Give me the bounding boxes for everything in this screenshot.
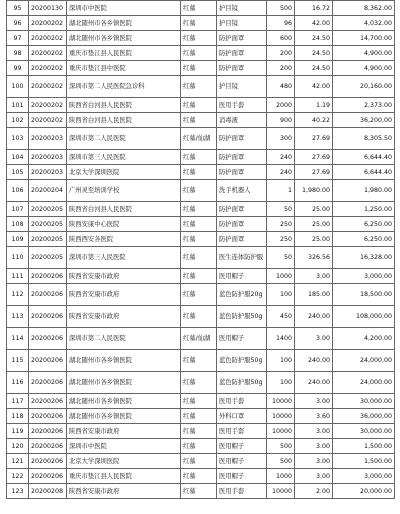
table-row xyxy=(7,284,395,306)
row-amount: 108,000.00 xyxy=(333,306,395,328)
row-donor: 红慕 xyxy=(181,165,217,180)
row-donor: 红慕 xyxy=(181,284,217,306)
row-item: 防护面罩 xyxy=(217,165,267,180)
row-item: 防护面罩 xyxy=(217,31,267,46)
row-recipient: 湖北随州市各乡镇医院 xyxy=(67,350,181,372)
row-recipient: 湖北随州市各乡镇医院 xyxy=(67,372,181,394)
row-donor: 红慕 xyxy=(181,1,217,16)
row-number: 120 xyxy=(7,439,29,454)
row-item: 防护面罩 xyxy=(217,217,267,232)
row-amount: 3,000.00 xyxy=(333,269,395,284)
row-amount: 24,000.00 xyxy=(333,372,395,394)
row-recipient: 陕西省白河县人民医院 xyxy=(67,98,181,113)
row-number: 115 xyxy=(7,350,29,372)
row-unit-price: 24.50 xyxy=(295,46,333,61)
row-unit-price: 3.60 xyxy=(295,409,333,424)
row-date: 20200202 xyxy=(29,61,67,76)
row-item: 医生连体防护服 xyxy=(217,247,267,269)
row-number: 104 xyxy=(7,150,29,165)
row-donor: 红慕 xyxy=(181,306,217,328)
row-recipient: 陕西省白河县人民医院 xyxy=(67,113,181,128)
row-date: 20200203 xyxy=(29,165,67,180)
row-amount: 1,500.00 xyxy=(333,439,395,454)
row-recipient: 深圳市第二人民医院 xyxy=(67,328,181,350)
row-quantity: 450 xyxy=(267,306,295,328)
row-quantity: 10000 xyxy=(267,394,295,409)
row-amount: 3,000.00 xyxy=(333,469,395,484)
row-quantity: 1 xyxy=(267,180,295,202)
row-quantity: 600 xyxy=(267,31,295,46)
table-row xyxy=(7,150,395,165)
row-number: 116 xyxy=(7,372,29,394)
row-item: 医用帽子 xyxy=(217,439,267,454)
row-amount: 4,900.00 xyxy=(333,61,395,76)
row-date: 20200205 xyxy=(29,217,67,232)
row-number: 108 xyxy=(7,217,29,232)
table-row xyxy=(7,484,395,499)
row-recipient: 深圳市第三人民医院 xyxy=(67,150,181,165)
table-row xyxy=(7,31,395,46)
row-donor: 红慕 xyxy=(181,98,217,113)
row-unit-price: 42.00 xyxy=(295,16,333,31)
row-date: 20200202 xyxy=(29,46,67,61)
row-recipient: 湖北随州市各乡镇医院 xyxy=(67,31,181,46)
row-quantity: 240 xyxy=(267,165,295,180)
row-donor: 红慕 xyxy=(181,76,217,98)
row-item: 防护面罩 xyxy=(217,232,267,247)
row-date: 20200202 xyxy=(29,98,67,113)
row-unit-price: 1.19 xyxy=(295,98,333,113)
row-date: 20200203 xyxy=(29,150,67,165)
row-recipient: 陕西省安康市政府 xyxy=(67,306,181,328)
row-unit-price: 185.00 xyxy=(295,284,333,306)
row-unit-price: 27.69 xyxy=(295,150,333,165)
row-quantity: 480 xyxy=(267,76,295,98)
row-donor: 红慕 xyxy=(181,113,217,128)
row-date: 20200206 xyxy=(29,269,67,284)
row-amount: 30,000.00 xyxy=(333,394,395,409)
row-quantity: 100 xyxy=(267,350,295,372)
row-unit-price: 42.00 xyxy=(295,76,333,98)
row-donor: 红慕 xyxy=(181,46,217,61)
row-amount: 2,373.00 xyxy=(333,98,395,113)
row-item: 医用手套 xyxy=(217,98,267,113)
row-quantity: 500 xyxy=(267,439,295,454)
row-donor: 红慕 xyxy=(181,372,217,394)
table-row xyxy=(7,16,395,31)
row-unit-price: 1,980.00 xyxy=(295,180,333,202)
row-number: 99 xyxy=(7,61,29,76)
row-date: 20200206 xyxy=(29,306,67,328)
row-quantity: 500 xyxy=(267,1,295,16)
row-unit-price: 240.00 xyxy=(295,350,333,372)
row-item: 防护面罩 xyxy=(217,150,267,165)
row-recipient: 陕西省安康市政府 xyxy=(67,269,181,284)
table-row xyxy=(7,269,395,284)
table-row xyxy=(7,46,395,61)
table-row xyxy=(7,409,395,424)
donation-ledger xyxy=(6,0,394,499)
row-item: 护目镜 xyxy=(217,1,267,16)
row-unit-price: 27.69 xyxy=(295,165,333,180)
row-recipient: 深圳市第二人民医院 xyxy=(67,128,181,150)
row-amount: 24,000.00 xyxy=(333,350,395,372)
row-amount: 1,250.00 xyxy=(333,202,395,217)
row-recipient: 陕西省白河县人民医院 xyxy=(67,202,181,217)
row-recipient: 广州灵至培训学校 xyxy=(67,180,181,202)
row-amount: 1,980.00 xyxy=(333,180,395,202)
row-item: 护目镜 xyxy=(217,16,267,31)
row-date: 20200202 xyxy=(29,16,67,31)
table-row xyxy=(7,372,395,394)
row-recipient: 北京大学深圳医院 xyxy=(67,165,181,180)
row-donor: 红慕 xyxy=(181,247,217,269)
row-number: 113 xyxy=(7,306,29,328)
row-unit-price: 16.72 xyxy=(295,1,333,16)
table-row xyxy=(7,128,395,150)
row-recipient: 陕西省安康市政府 xyxy=(67,484,181,499)
table-row xyxy=(7,76,395,98)
row-donor: 红慕 xyxy=(181,269,217,284)
row-amount: 14,700.00 xyxy=(333,31,395,46)
row-item: 医用帽子 xyxy=(217,328,267,350)
row-quantity: 100 xyxy=(267,284,295,306)
row-date: 20200202 xyxy=(29,31,67,46)
row-unit-price: 326.56 xyxy=(295,247,333,269)
row-recipient: 重庆市垫江县人民医院 xyxy=(67,469,181,484)
row-donor: 红慕 xyxy=(181,439,217,454)
row-unit-price: 3.00 xyxy=(295,469,333,484)
row-quantity: 200 xyxy=(267,46,295,61)
row-number: 107 xyxy=(7,202,29,217)
row-recipient: 深圳市中医院 xyxy=(67,439,181,454)
row-amount: 6,644.40 xyxy=(333,150,395,165)
row-item: 医用帽子 xyxy=(217,269,267,284)
row-item: 护目镜 xyxy=(217,76,267,98)
table-row xyxy=(7,217,395,232)
row-unit-price: 24.50 xyxy=(295,61,333,76)
row-date: 20200206 xyxy=(29,284,67,306)
table-row xyxy=(7,439,395,454)
row-donor: 红慕 xyxy=(181,469,217,484)
row-amount: 4,032.00 xyxy=(333,16,395,31)
row-date: 20200205 xyxy=(29,232,67,247)
row-donor: 红慕/仙湖 xyxy=(181,128,217,150)
row-item: 消毒液 xyxy=(217,113,267,128)
row-number: 106 xyxy=(7,180,29,202)
row-amount: 6,250.00 xyxy=(333,217,395,232)
row-donor: 红慕 xyxy=(181,217,217,232)
row-date: 20200204 xyxy=(29,180,67,202)
row-unit-price: 25.00 xyxy=(295,202,333,217)
row-number: 97 xyxy=(7,31,29,46)
row-quantity: 500 xyxy=(267,454,295,469)
row-unit-price: 3.00 xyxy=(295,454,333,469)
row-item: 蓝色防护服50g xyxy=(217,350,267,372)
row-number: 111 xyxy=(7,269,29,284)
row-quantity: 1400 xyxy=(267,328,295,350)
row-item: 医用手套 xyxy=(217,424,267,439)
row-item: 蓝色防护服50g xyxy=(217,372,267,394)
row-amount: 16,328.00 xyxy=(333,247,395,269)
row-amount: 20,160.00 xyxy=(333,76,395,98)
row-donor: 红慕 xyxy=(181,232,217,247)
row-item: 医用手套 xyxy=(217,394,267,409)
row-unit-price: 3.00 xyxy=(295,269,333,284)
row-quantity: 50 xyxy=(267,247,295,269)
row-date: 20200130 xyxy=(29,1,67,16)
row-donor: 红慕 xyxy=(181,350,217,372)
row-unit-price: 25.00 xyxy=(295,232,333,247)
row-number: 100 xyxy=(7,76,29,98)
row-number: 96 xyxy=(7,16,29,31)
row-number: 98 xyxy=(7,46,29,61)
row-item: 蓝色防护服50g xyxy=(217,306,267,328)
table-row xyxy=(7,394,395,409)
row-recipient: 重庆市垫江县中医院 xyxy=(67,61,181,76)
row-item: 蓝色防护服20g xyxy=(217,284,267,306)
row-donor: 红慕 xyxy=(181,454,217,469)
row-date: 20200206 xyxy=(29,454,67,469)
table-row xyxy=(7,113,395,128)
row-quantity: 2000 xyxy=(267,98,295,113)
row-quantity: 10000 xyxy=(267,424,295,439)
table-row xyxy=(7,424,395,439)
donation-table xyxy=(6,0,395,499)
row-number: 122 xyxy=(7,469,29,484)
row-unit-price: 24.50 xyxy=(295,31,333,46)
table-row xyxy=(7,328,395,350)
row-donor: 红慕 xyxy=(181,424,217,439)
table-row xyxy=(7,350,395,372)
table-row xyxy=(7,165,395,180)
row-quantity: 300 xyxy=(267,128,295,150)
row-amount: 18,500.00 xyxy=(333,284,395,306)
row-date: 20200205 xyxy=(29,247,67,269)
row-unit-price: 40.22 xyxy=(295,113,333,128)
row-number: 103 xyxy=(7,128,29,150)
row-number: 117 xyxy=(7,394,29,409)
table-row xyxy=(7,232,395,247)
row-number: 109 xyxy=(7,232,29,247)
row-quantity: 100 xyxy=(267,372,295,394)
table-row xyxy=(7,247,395,269)
row-amount: 8,362.00 xyxy=(333,1,395,16)
row-amount: 1,500.00 xyxy=(333,454,395,469)
row-unit-price: 240.00 xyxy=(295,372,333,394)
row-unit-price: 3.00 xyxy=(295,328,333,350)
row-quantity: 250 xyxy=(267,232,295,247)
row-recipient: 陕西省安康市政府 xyxy=(67,284,181,306)
row-item: 防护面罩 xyxy=(217,202,267,217)
row-quantity: 10000 xyxy=(267,484,295,499)
row-quantity: 250 xyxy=(267,217,295,232)
row-date: 20200208 xyxy=(29,484,67,499)
row-date: 20200206 xyxy=(29,439,67,454)
row-amount: 6,644.40 xyxy=(333,165,395,180)
row-date: 20200202 xyxy=(29,113,67,128)
row-amount: 30,000.00 xyxy=(333,424,395,439)
table-row xyxy=(7,98,395,113)
row-item: 防护面罩 xyxy=(217,61,267,76)
row-item: 防护面罩 xyxy=(217,46,267,61)
row-number: 121 xyxy=(7,454,29,469)
row-donor: 红慕 xyxy=(181,394,217,409)
row-recipient: 深圳市中医院 xyxy=(67,1,181,16)
row-item: 洗手机器人 xyxy=(217,180,267,202)
row-unit-price: 2.00 xyxy=(295,484,333,499)
row-date: 20200206 xyxy=(29,350,67,372)
table-row xyxy=(7,469,395,484)
row-date: 20200206 xyxy=(29,372,67,394)
row-donor: 红慕 xyxy=(181,31,217,46)
row-amount: 8,305.50 xyxy=(333,128,395,150)
row-recipient: 湖北随州市各乡镇医院 xyxy=(67,409,181,424)
row-recipient: 北京大学深圳医院 xyxy=(67,454,181,469)
row-item: 医用帽子 xyxy=(217,454,267,469)
row-date: 20200206 xyxy=(29,424,67,439)
row-donor: 红慕 xyxy=(181,409,217,424)
row-number: 101 xyxy=(7,98,29,113)
row-donor: 红慕 xyxy=(181,180,217,202)
row-donor: 红慕 xyxy=(181,202,217,217)
row-number: 123 xyxy=(7,484,29,499)
row-date: 20200202 xyxy=(29,76,67,98)
row-unit-price: 25.00 xyxy=(295,217,333,232)
row-number: 105 xyxy=(7,165,29,180)
row-quantity: 50 xyxy=(267,202,295,217)
row-recipient: 陕西西安各医院 xyxy=(67,232,181,247)
row-quantity: 1000 xyxy=(267,269,295,284)
row-number: 114 xyxy=(7,328,29,350)
row-unit-price: 3.00 xyxy=(295,394,333,409)
row-quantity: 1000 xyxy=(267,469,295,484)
row-amount: 36,000.00 xyxy=(333,409,395,424)
row-date: 20200203 xyxy=(29,128,67,150)
row-donor: 红慕/仙湖 xyxy=(181,328,217,350)
row-recipient: 陕西省安康市政府 xyxy=(67,424,181,439)
row-quantity: 96 xyxy=(267,16,295,31)
row-recipient: 湖北随州市各乡镇医院 xyxy=(67,394,181,409)
table-row xyxy=(7,61,395,76)
row-item: 医用手套 xyxy=(217,484,267,499)
row-date: 20200205 xyxy=(29,202,67,217)
row-number: 95 xyxy=(7,1,29,16)
row-recipient: 陕西安康中心医院 xyxy=(67,217,181,232)
row-number: 119 xyxy=(7,424,29,439)
row-amount: 4,900.00 xyxy=(333,46,395,61)
row-item: 外科口罩 xyxy=(217,409,267,424)
row-recipient: 深圳市第二人民医院急诊科 xyxy=(67,76,181,98)
table-body xyxy=(7,1,395,499)
row-unit-price: 240.00 xyxy=(295,306,333,328)
row-number: 102 xyxy=(7,113,29,128)
row-number: 110 xyxy=(7,247,29,269)
row-date: 20200206 xyxy=(29,409,67,424)
row-number: 118 xyxy=(7,409,29,424)
table-row xyxy=(7,454,395,469)
row-donor: 红慕 xyxy=(181,16,217,31)
row-quantity: 200 xyxy=(267,61,295,76)
row-date: 20200206 xyxy=(29,469,67,484)
row-number: 112 xyxy=(7,284,29,306)
row-amount: 6,250.00 xyxy=(333,232,395,247)
row-amount: 4,200.00 xyxy=(333,328,395,350)
row-amount: 20,000.00 xyxy=(333,484,395,499)
row-item: 防护面罩 xyxy=(217,128,267,150)
table-row xyxy=(7,306,395,328)
row-unit-price: 3.00 xyxy=(295,424,333,439)
row-quantity: 240 xyxy=(267,150,295,165)
row-recipient: 重庆市垫江县人民医院 xyxy=(67,46,181,61)
row-donor: 红慕 xyxy=(181,150,217,165)
row-date: 20200206 xyxy=(29,394,67,409)
row-donor: 红慕 xyxy=(181,484,217,499)
row-unit-price: 3.00 xyxy=(295,439,333,454)
row-recipient: 深圳市第三人民医院 xyxy=(67,247,181,269)
table-row xyxy=(7,202,395,217)
row-recipient: 湖北随州市各乡镇医院 xyxy=(67,16,181,31)
row-quantity: 900 xyxy=(267,113,295,128)
table-row xyxy=(7,1,395,16)
row-item: 医用帽子 xyxy=(217,469,267,484)
row-date: 20200206 xyxy=(29,328,67,350)
row-donor: 红慕 xyxy=(181,61,217,76)
row-amount: 36,200.00 xyxy=(333,113,395,128)
row-unit-price: 27.69 xyxy=(295,128,333,150)
table-row xyxy=(7,180,395,202)
row-quantity: 10000 xyxy=(267,409,295,424)
